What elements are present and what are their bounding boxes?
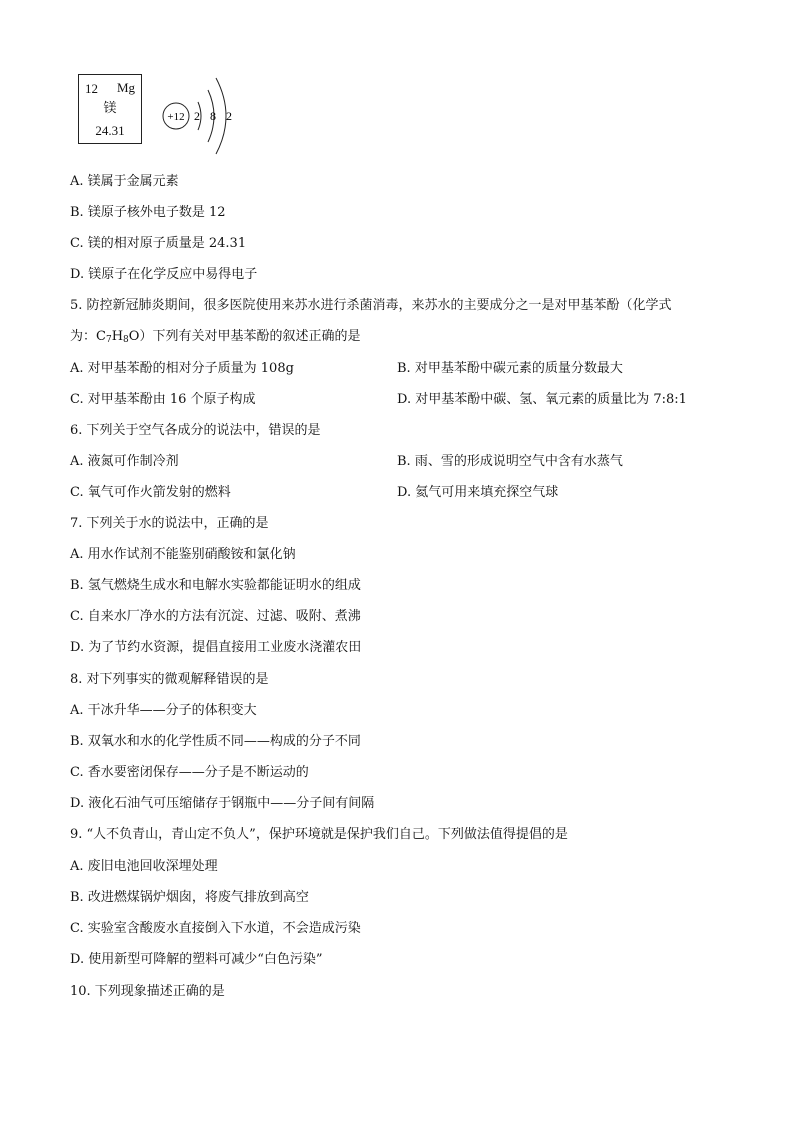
q5-stem-line2 [70,328,360,349]
q7-option-c: C. 自来水厂净水的方法有沉淀、过滤、吸附、煮沸 [70,609,361,624]
shell-electrons-1: 2 [194,109,200,123]
q5-stem-suffix: ）下列有关对甲基苯酚的叙述正确的是 [139,329,361,344]
q9-option-b: B. 改进燃煤锅炉烟囱，将废气排放到高空 [70,890,309,905]
formula-o: O [128,329,140,344]
formula-h: H [111,329,124,344]
q6-option-d: D. 氦气可用来填充探空气球 [397,485,559,500]
q5-option-a: A. 对甲基苯酚的相对分子质量为 108g [70,361,294,376]
q4-option-d: D. 镁原子在化学反应中易得电子 [70,267,258,282]
shell-electrons-2: 8 [210,109,216,123]
atomic-mass: 24.31 [95,123,125,138]
q7-stem: 7. 下列关于水的说法中，正确的是 [70,516,269,531]
element-symbol: Mg [116,80,135,95]
q5-option-c: C. 对甲基苯酚由 16 个原子构成 [70,392,256,407]
shell-electrons-3: 2 [226,109,232,123]
q4-option-b: B. 镁原子核外电子数是 12 [70,205,226,220]
q7-option-a: A. 用水作试剂不能鉴别硝酸铵和氯化钠 [70,547,296,562]
q6-option-a: A. 液氮可作制冷剂 [70,454,179,469]
shell-arc-3 [216,78,226,154]
q6-stem: 6. 下列关于空气各成分的说法中，错误的是 [70,423,321,438]
q9-stem: 9. “人不负青山，青山定不负人”，保护环境就是保护我们自己。下列做法值得提倡的是 [70,827,568,842]
q9-option-a: A. 废旧电池回收深埋处理 [70,859,218,874]
q6-option-b: B. 雨、雪的形成说明空气中含有水蒸气 [397,454,623,469]
q7-option-b: B. 氢气燃烧生成水和电解水实验都能证明水的组成 [70,578,361,593]
nucleus-charge: +12 [167,111,185,123]
q4-option-a: A. 镁属于金属元素 [70,174,179,189]
q5-option-d: D. 对甲基苯酚中碳、氢、氧元素的质量比为 7:8:1 [397,392,687,407]
q5-stem-line1: 5. 防控新冠肺炎期间，很多医院使用来苏水进行杀菌消毒，来苏水的主要成分之一是对甲基苯酚（化学式 [70,298,672,313]
q9-option-d: D. 使用新型可降解的塑料可减少“白色污染” [70,952,323,967]
q8-option-c: C. 香水要密闭保存——分子是不断运动的 [70,765,309,780]
q8-option-a: A. 干冰升华——分子的体积变大 [70,703,257,718]
q8-stem: 8. 对下列事实的微观解释错误的是 [70,672,269,687]
q4-option-c: C. 镁的相对原子质量是 24.31 [70,236,247,251]
q10-stem: 10. 下列现象描述正确的是 [70,984,225,999]
q7-option-d: D. 为了节约水资源，提倡直接用工业废水浇灌农田 [70,640,362,655]
q9-option-c: C. 实验室含酸废水直接倒入下水道，不会造成污染 [70,921,361,936]
formula-c-subscript: 7 [105,335,112,345]
magnesium-figure [76,66,256,162]
q5-stem-prefix: 为：C [70,329,106,344]
q8-option-b: B. 双氧水和水的化学性质不同——构成的分子不同 [70,734,361,749]
atom-structure-diagram [158,66,254,162]
q8-option-d: D. 液化石油气可压缩储存于钢瓶中——分子间有间隔 [70,796,375,811]
q5-option-b: B. 对甲基苯酚中碳元素的质量分数最大 [397,361,623,376]
formula-h-subscript: 8 [123,335,129,345]
element-name: 镁 [103,101,117,116]
atomic-number: 12 [85,81,98,96]
q6-option-c: C. 氧气可作火箭发射的燃料 [70,485,231,500]
element-cell [78,74,142,144]
